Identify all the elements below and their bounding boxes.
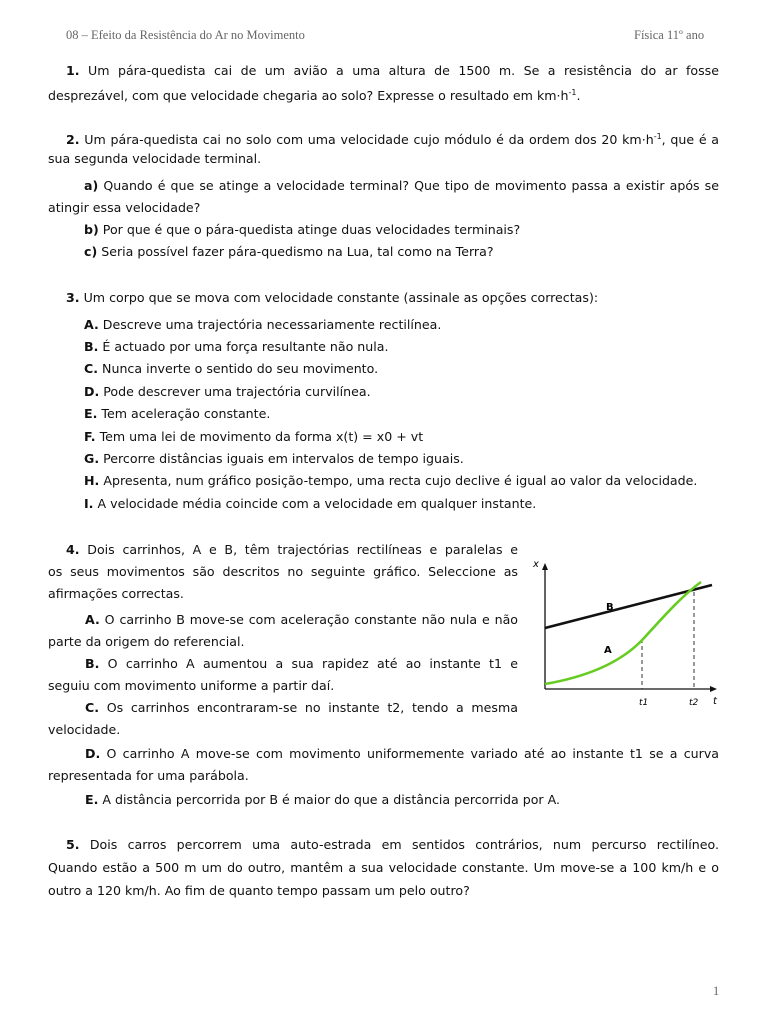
q1-line1: 1. Um pára-quedista cai de um avião a uma altura de 1500 m. Se a resistência do ar fosse: [66, 63, 719, 78]
line-b-label: B: [606, 602, 614, 613]
q2-b: b) Por que é que o pára-quedista atinge duas velocidades terminais?: [84, 222, 521, 237]
q4-intro-line2: os seus movimentos são descritos no seguinte gráfico. Seleccione as: [48, 564, 518, 579]
q4-intro-line3: afirmações correctas.: [48, 586, 184, 601]
x-axis-arrow: [710, 686, 717, 692]
line-b: [545, 585, 712, 628]
y-axis-arrow: [542, 563, 548, 570]
q4-option-d-line2: representada for uma parábola.: [48, 768, 249, 783]
q3-option-g: G. Percorre distâncias iguais em intervalos de tempo iguais.: [84, 451, 464, 466]
q3-option-e: E. Tem aceleração constante.: [84, 406, 271, 421]
q2-a-line1: a) Quando é que se atinge a velocidade terminal? Que tipo de movimento passa a existir após se: [84, 178, 719, 193]
x-axis-label: t: [713, 696, 717, 707]
q4-option-c-line1: C. Os carrinhos encontraram-se no instante t2, tendo a mesma: [85, 700, 518, 715]
q3-option-h: H. Apresenta, num gráfico posição-tempo, uma recta cujo declive é igual ao valor da velocidade.: [84, 473, 698, 488]
q2-line2: sua segunda velocidade terminal.: [48, 151, 262, 166]
t1-label: t1: [639, 698, 649, 708]
q2-number: 2.: [66, 132, 80, 147]
q4-option-a-line1: A. O carrinho B move-se com aceleração constante não nula e não: [85, 612, 518, 627]
page-number: 1: [713, 984, 720, 998]
q4-option-a-line2: parte da origem do referencial.: [48, 634, 245, 649]
q5-line2: Quando estão a 500 m um do outro, mantêm a sua velocidade constante. Um move-se a 100 km/h e o: [48, 860, 719, 875]
q4-option-b-line2: seguiu com movimento uniforme a partir daí.: [48, 678, 335, 693]
q3-option-a: A. Descreve uma trajectória necessariamente rectilínea.: [84, 317, 442, 332]
curve-a: [545, 582, 701, 684]
q1-number: 1.: [66, 63, 80, 78]
q4-intro-line1: 4. Dois carrinhos, A e B, têm trajectórias rectilíneas e paralelas e: [66, 542, 518, 557]
q1-line2: desprezável, com que velocidade chegaria ao solo? Expresse o resultado em $km\cdot h^{-1}$.: [48, 88, 581, 103]
q3-option-c: C. Nunca inverte o sentido do seu movimento.: [84, 361, 379, 376]
curve-a-label: A: [604, 645, 612, 656]
q5-line3: outro a 120 km/h. Ao fim de quanto tempo passam um pelo outro?: [48, 883, 470, 898]
y-axis-label: x: [533, 559, 539, 570]
q3-option-f: F. Tem uma lei de movimento da forma x(t) = x0 + vt: [84, 429, 424, 444]
q3-option-d: D. Pode descrever uma trajectória curvilínea.: [84, 384, 371, 399]
q3-option-b: B. É actuado por uma força resultante não nula.: [84, 339, 389, 354]
q3-intro: 3. Um corpo que se mova com velocidade constante (assinale as opções correctas):: [66, 290, 599, 305]
header-subject: Física 11º ano: [634, 28, 705, 42]
q4-option-c-line2: velocidade.: [48, 722, 121, 737]
q4-option-e: E. A distância percorrida por B é maior do que a distância percorrida por A.: [85, 792, 561, 807]
q3-option-i: I. A velocidade média coincide com a velocidade em qualquer instante.: [84, 496, 537, 511]
position-time-graph: [525, 555, 725, 715]
q5-line1: 5. Dois carros percorrem uma auto-estrada em sentidos contrários, num percurso rectilíneo.: [66, 837, 719, 852]
q2-line1: 2. Um pára-quedista cai no solo com uma velocidade cujo módulo é da ordem dos 20 $km\cdot h^{-1}$, que é a: [66, 132, 719, 147]
q4-column: [48, 539, 518, 741]
q2-a-line2: atingir essa velocidade?: [48, 200, 201, 215]
q2-c: c) Seria possível fazer pára-quedismo na Lua, tal como na Terra?: [84, 244, 494, 259]
t2-label: t2: [689, 698, 699, 708]
header-title: 08 – Efeito da Resistência do Ar no Movimento: [66, 28, 305, 42]
q4-option-d-line1: D. O carrinho A move-se com movimento uniformemente variado até ao instante t1 se a curva: [85, 746, 719, 761]
q4-option-b-line1: B. O carrinho A aumentou a sua rapidez até ao instante t1 e: [85, 656, 519, 671]
